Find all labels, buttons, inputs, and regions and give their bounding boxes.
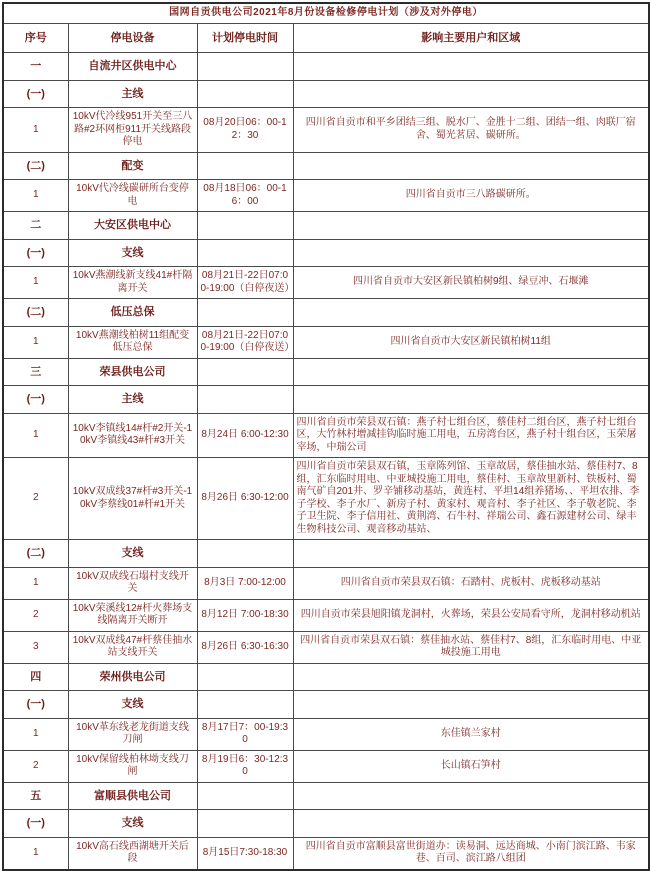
equipment-cell: 10kV燕潮线新支线41#杆隔离开关 xyxy=(68,267,197,299)
time-cell: 8月15日7:30-18:30 xyxy=(197,837,293,870)
area-cell: 四川省自贡市荣县双石镇：石踏村、虎板村、虎板移动基站 xyxy=(293,567,649,599)
group-name-cell: 低压总保 xyxy=(68,299,197,327)
time-cell xyxy=(197,386,293,414)
equipment-cell: 10kV高石线西湖塘开关后段 xyxy=(68,837,197,870)
group-no-cell: (一) xyxy=(3,386,68,414)
time-cell: 08月21日-22日07:00-19:00（白停夜送） xyxy=(197,267,293,299)
equipment-cell: 10kV荣溪线12#杆火葬场支线隔离开关断开 xyxy=(68,599,197,631)
area-cell: 四川省自贡市荣县双石镇：燕子村七组台区，蔡佳村二组台区，燕子村七组台区，大竹林村增减挂钩临时施工用电，五房湾台区，燕子村十组台区，玉荣屠宰场，中瑞公司 xyxy=(293,413,649,458)
time-cell xyxy=(197,80,293,108)
group-no-cell: (一) xyxy=(3,691,68,719)
outage-item-row xyxy=(3,567,649,599)
time-cell xyxy=(197,299,293,327)
group-name-cell: 支线 xyxy=(68,810,197,838)
row-no-cell: 2 xyxy=(3,750,68,782)
column-header-area: 影响主要用户和区域 xyxy=(293,23,649,53)
area-cell xyxy=(293,152,649,180)
row-no-cell: 1 xyxy=(3,108,68,153)
row-no-cell: 1 xyxy=(3,267,68,299)
time-cell: 8月26日 6:30-16:30 xyxy=(197,631,293,663)
subsection-row xyxy=(3,152,649,180)
time-cell: 8月3日 7:00-12:00 xyxy=(197,567,293,599)
time-cell xyxy=(197,152,293,180)
row-no-cell: 1 xyxy=(3,567,68,599)
group-name-cell: 大安区供电中心 xyxy=(68,212,197,240)
column-header-time: 计划停电时间 xyxy=(197,23,293,53)
equipment-cell: 10kV革东线老龙街道支线刀闸 xyxy=(68,718,197,750)
group-name-cell: 荣县供电公司 xyxy=(68,358,197,386)
area-cell xyxy=(293,239,649,267)
column-header-equipment: 停电设备 xyxy=(68,23,197,53)
equipment-cell: 10kV代冷线951开关至三八路#2环网柜911开关线路段停电 xyxy=(68,108,197,153)
group-no-cell: 三 xyxy=(3,358,68,386)
time-cell xyxy=(197,810,293,838)
group-no-cell: 二 xyxy=(3,212,68,240)
area-cell: 四川省自贡市大安区新民镇柏树11组 xyxy=(293,326,649,358)
time-cell: 8月17日7：00-19:30 xyxy=(197,718,293,750)
section-row xyxy=(3,663,649,691)
equipment-cell: 10kV李镇线14#杆#2开关-10kV李镇线43#杆#3开关 xyxy=(68,413,197,458)
area-cell: 四川省自贡市和平乡团结三组、脱水厂、金胜十二组、团结一组、肉联厂宿舍、蜀光茗居、碳研所。 xyxy=(293,108,649,153)
row-no-cell: 1 xyxy=(3,413,68,458)
row-no-cell: 2 xyxy=(3,599,68,631)
group-name-cell: 自流井区供电中心 xyxy=(68,53,197,81)
section-row xyxy=(3,53,649,81)
time-cell xyxy=(197,358,293,386)
section-row xyxy=(3,782,649,810)
outage-item-row xyxy=(3,750,649,782)
row-no-cell: 1 xyxy=(3,718,68,750)
title-row xyxy=(3,3,649,23)
area-cell xyxy=(293,212,649,240)
time-cell: 8月26日 6:30-12:00 xyxy=(197,458,293,540)
area-cell xyxy=(293,663,649,691)
page-title: 国网自贡供电公司2021年8月份设备检修停电计划（涉及对外停电） xyxy=(3,3,649,23)
subsection-row xyxy=(3,80,649,108)
group-no-cell: 五 xyxy=(3,782,68,810)
time-cell: 8月12日 7:00-18:30 xyxy=(197,599,293,631)
group-name-cell: 配变 xyxy=(68,152,197,180)
subsection-row xyxy=(3,299,649,327)
area-cell: 四川省自贡市荣县双石镇：蔡佳抽水站、蔡佳村7、8组，汇东临时用电、中亚城投施工用电 xyxy=(293,631,649,663)
group-name-cell: 荣州供电公司 xyxy=(68,663,197,691)
equipment-cell: 10kV代冷线碳研所台变停电 xyxy=(68,180,197,212)
outage-item-row xyxy=(3,631,649,663)
area-cell: 四川省自贡市三八路碳研所。 xyxy=(293,180,649,212)
outage-item-row xyxy=(3,326,649,358)
column-header-serial: 序号 xyxy=(3,23,68,53)
time-cell xyxy=(197,239,293,267)
area-cell xyxy=(293,691,649,719)
time-cell xyxy=(197,540,293,568)
group-no-cell: (一) xyxy=(3,80,68,108)
group-name-cell: 富顺县供电公司 xyxy=(68,782,197,810)
area-cell: 长山镇石笋村 xyxy=(293,750,649,782)
area-cell xyxy=(293,358,649,386)
equipment-cell: 10kV保留线柏林坳支线刀闸 xyxy=(68,750,197,782)
time-cell: 8月24日 6:00-12:30 xyxy=(197,413,293,458)
group-name-cell: 主线 xyxy=(68,80,197,108)
time-cell: 08月20日06：00-12：30 xyxy=(197,108,293,153)
table-body xyxy=(3,53,649,870)
subsection-row xyxy=(3,810,649,838)
outage-item-row xyxy=(3,108,649,153)
group-no-cell: (一) xyxy=(3,810,68,838)
time-cell: 08月21日-22日07:00-19:00（白停夜送） xyxy=(197,326,293,358)
time-cell xyxy=(197,212,293,240)
subsection-row xyxy=(3,386,649,414)
equipment-cell: 10kV双成线47#杆蔡佳抽水站支线开关 xyxy=(68,631,197,663)
row-no-cell: 1 xyxy=(3,326,68,358)
time-cell: 08月18日06：00-16：00 xyxy=(197,180,293,212)
section-row xyxy=(3,212,649,240)
subsection-row xyxy=(3,691,649,719)
time-cell xyxy=(197,663,293,691)
row-no-cell: 1 xyxy=(3,837,68,870)
group-no-cell: (一) xyxy=(3,239,68,267)
equipment-cell: 10kV燕潮线柏树11组配变低压总保 xyxy=(68,326,197,358)
area-cell xyxy=(293,386,649,414)
group-name-cell: 支线 xyxy=(68,239,197,267)
equipment-cell: 10kV双成线石塌村支线开关 xyxy=(68,567,197,599)
row-no-cell: 1 xyxy=(3,180,68,212)
area-cell: 四川自贡市荣县旭阳镇龙洞村，火葬场，荣县公安局看守所，龙洞村移动机站 xyxy=(293,599,649,631)
group-name-cell: 主线 xyxy=(68,386,197,414)
group-name-cell: 支线 xyxy=(68,691,197,719)
time-cell xyxy=(197,53,293,81)
area-cell: 四川省自贡市富顺县富世街道办：读易洞、远达商城、小南门滨江路、韦家巷、百司、滨江路八组团 xyxy=(293,837,649,870)
group-no-cell: (二) xyxy=(3,299,68,327)
group-no-cell: (二) xyxy=(3,540,68,568)
time-cell: 8月19日6：30-12:30 xyxy=(197,750,293,782)
area-cell xyxy=(293,299,649,327)
group-name-cell: 支线 xyxy=(68,540,197,568)
column-header-row xyxy=(3,23,649,53)
area-cell: 四川省自贡市大安区新民镇柏树9组、绿豆冲、石堰滩 xyxy=(293,267,649,299)
outage-item-row xyxy=(3,837,649,870)
group-no-cell: (二) xyxy=(3,152,68,180)
subsection-row xyxy=(3,540,649,568)
section-row xyxy=(3,358,649,386)
area-cell xyxy=(293,540,649,568)
outage-item-row xyxy=(3,458,649,540)
group-no-cell: 四 xyxy=(3,663,68,691)
row-no-cell: 3 xyxy=(3,631,68,663)
row-no-cell: 2 xyxy=(3,458,68,540)
area-cell xyxy=(293,80,649,108)
time-cell xyxy=(197,691,293,719)
outage-item-row xyxy=(3,267,649,299)
outage-plan-table xyxy=(2,2,650,871)
area-cell: 东佳镇兰家村 xyxy=(293,718,649,750)
area-cell xyxy=(293,810,649,838)
area-cell xyxy=(293,53,649,81)
subsection-row xyxy=(3,239,649,267)
area-cell xyxy=(293,782,649,810)
time-cell xyxy=(197,782,293,810)
equipment-cell: 10kV双成线37#杆#3开关-10kV李蔡线01#杆#1开关 xyxy=(68,458,197,540)
area-cell: 四川省自贡市荣县双石镇，玉章陈列馆、玉章故居，蔡佳抽水站、蔡佳村7、8组，汇东临时用电、中亚城投施工用电，蔡佳村、玉章故里新村、铁板村、蜀南气矿自201井、罗辛铺移动基站，黄连村、平坦14组养猪场、、平坦农排、李子学校、李子水厂、新房子村、黄家村、观音村、李子社区、李子敬老院、李子卫生院、李子信用社、黄荆湾、石牛村、祥瑞公司、鑫石源建材公司、绿丰生物科技公司、观音移动基站、 xyxy=(293,458,649,540)
outage-item-row xyxy=(3,718,649,750)
outage-item-row xyxy=(3,180,649,212)
outage-item-row xyxy=(3,413,649,458)
outage-item-row xyxy=(3,599,649,631)
group-no-cell: 一 xyxy=(3,53,68,81)
